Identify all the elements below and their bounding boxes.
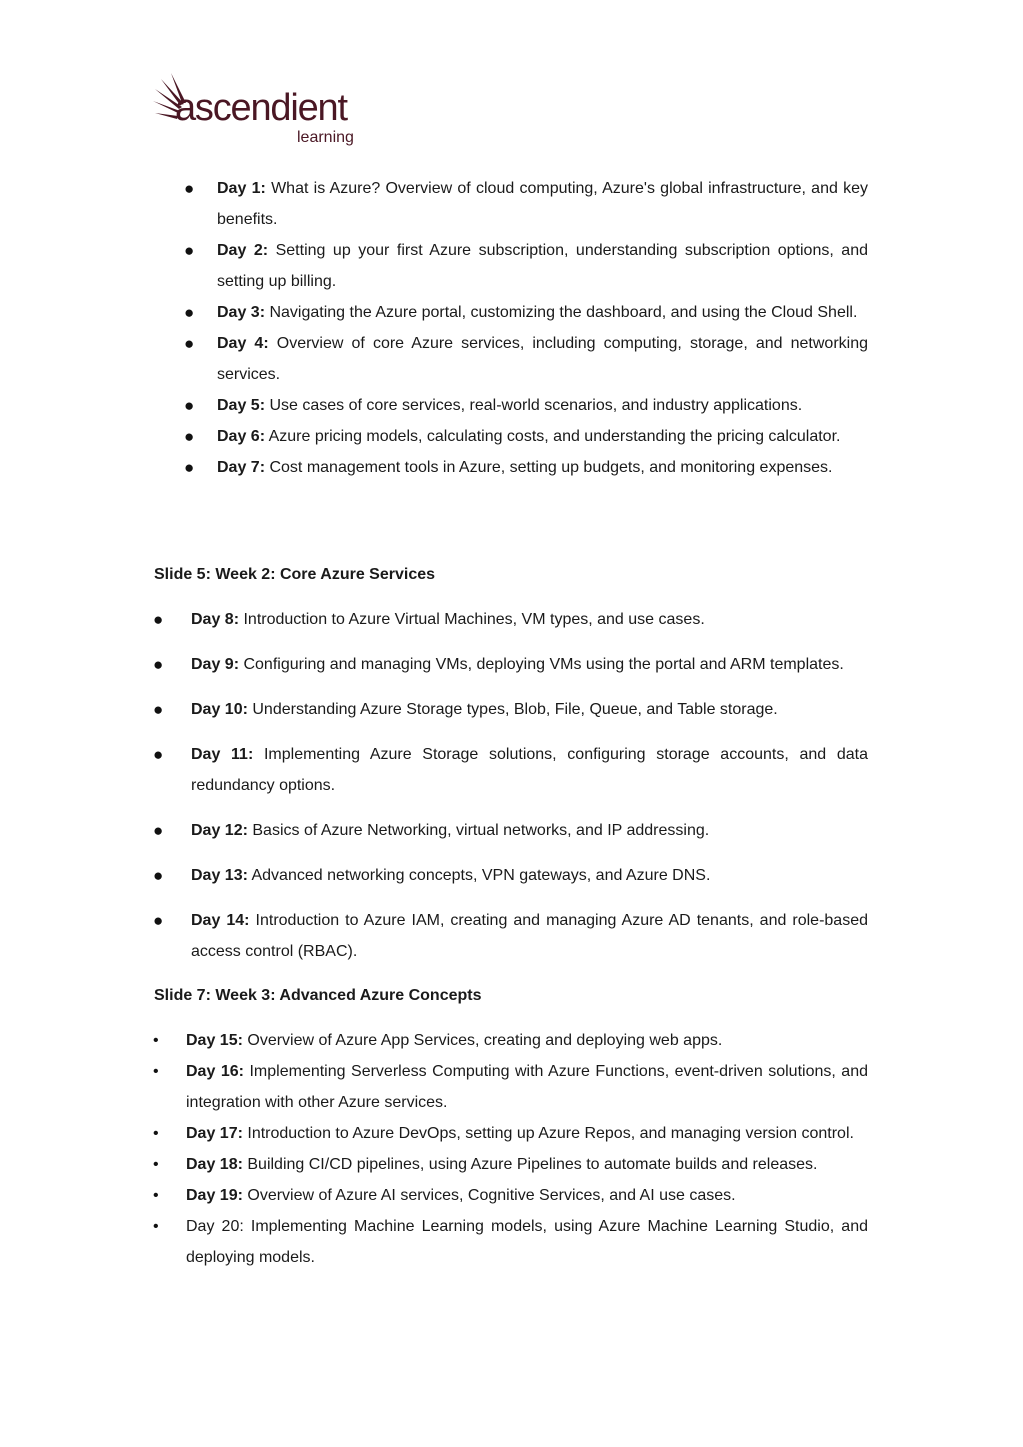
day-description: Implementing Serverless Computing with Azure Functions, event-driven solutions, and integration with other Azure services. bbox=[186, 1063, 868, 1111]
day-description: Understanding Azure Storage types, Blob, File, Queue, and Table storage. bbox=[247, 701, 778, 718]
day-label: Day 10: bbox=[191, 701, 248, 718]
bullet-icon: • bbox=[153, 1125, 159, 1142]
bullet-icon: • bbox=[153, 1218, 159, 1235]
list-item bbox=[184, 235, 868, 297]
bullet-icon: • bbox=[153, 1187, 159, 1204]
company-logo bbox=[153, 71, 358, 153]
day-description: Introduction to Azure Virtual Machines, VM types, and use cases. bbox=[239, 611, 705, 628]
day-description: Overview of Azure App Services, creating and deploying web apps. bbox=[242, 1032, 723, 1049]
day-label: Day 13: bbox=[191, 867, 248, 884]
list-item bbox=[153, 739, 868, 801]
day-label: Day 12: bbox=[191, 822, 248, 839]
day-label: Day 1: bbox=[217, 180, 266, 197]
bullet-icon: ● bbox=[153, 911, 164, 930]
day-description: Setting up your first Azure subscription, understanding subscription options, and setting up billing. bbox=[217, 242, 868, 290]
bullet-icon: • bbox=[153, 1063, 159, 1080]
day-label: Day 19: bbox=[186, 1187, 243, 1204]
bullet-icon: • bbox=[153, 1156, 159, 1173]
list-item bbox=[153, 1211, 868, 1273]
day-description: Advanced networking concepts, VPN gateways, and Azure DNS. bbox=[247, 867, 711, 884]
list-item bbox=[153, 649, 868, 680]
list-item bbox=[184, 297, 868, 328]
section-heading-week2: Slide 5: Week 2: Core Azure Services bbox=[154, 566, 436, 583]
bullet-icon: ● bbox=[184, 458, 195, 477]
day-label: Day 3: bbox=[217, 304, 266, 321]
day-label: Day 11: bbox=[191, 746, 254, 763]
list-item bbox=[184, 452, 868, 483]
list-item bbox=[153, 694, 868, 725]
day-description: Use cases of core services, real-world scenarios, and industry applications. bbox=[265, 397, 803, 414]
bullet-icon: ● bbox=[153, 655, 164, 674]
day-description: Configuring and managing VMs, deploying VMs using the portal and ARM templates. bbox=[239, 656, 844, 673]
bullet-icon: ● bbox=[153, 821, 164, 840]
list-item bbox=[184, 421, 868, 452]
day-description: Overview of core Azure services, including computing, storage, and networking services. bbox=[217, 335, 868, 383]
list-item bbox=[153, 604, 868, 635]
day-description: Overview of Azure AI services, Cognitive Services, and AI use cases. bbox=[242, 1187, 736, 1204]
bullet-icon: ● bbox=[184, 303, 195, 322]
bullet-icon: ● bbox=[153, 700, 164, 719]
list-item bbox=[153, 1056, 868, 1118]
day-label: Day 14: bbox=[191, 912, 250, 929]
day-label: Day 8: bbox=[191, 611, 240, 628]
week3-day-list bbox=[153, 1025, 868, 1273]
bullet-icon: ● bbox=[184, 179, 195, 198]
list-item bbox=[184, 328, 868, 390]
list-item bbox=[184, 173, 869, 235]
day-description: Basics of Azure Networking, virtual networks, and IP addressing. bbox=[247, 822, 710, 839]
list-item bbox=[153, 1118, 868, 1149]
bullet-icon: • bbox=[153, 1032, 159, 1049]
list-item bbox=[153, 815, 868, 846]
list-item bbox=[184, 390, 868, 421]
day-label: Day 5: bbox=[217, 397, 266, 414]
section-heading-week3: Slide 7: Week 3: Advanced Azure Concepts bbox=[154, 987, 482, 1004]
week1-day-list bbox=[184, 173, 869, 483]
bullet-icon: ● bbox=[153, 866, 164, 885]
day-description: Introduction to Azure IAM, creating and managing Azure AD tenants, and role-based access control (RBAC). bbox=[191, 912, 869, 960]
week2-day-list bbox=[153, 604, 869, 981]
day-description: Cost management tools in Azure, setting up budgets, and monitoring expenses. bbox=[265, 459, 833, 476]
day-description: Navigating the Azure portal, customizing the dashboard, and using the Cloud Shell. bbox=[265, 304, 858, 321]
list-item bbox=[153, 905, 869, 967]
logo-subtitle: learning bbox=[297, 129, 354, 146]
bullet-icon: ● bbox=[184, 241, 195, 260]
list-item bbox=[153, 1180, 868, 1211]
day-label: Day 15: bbox=[186, 1032, 243, 1049]
bullet-icon: ● bbox=[153, 610, 164, 629]
day-label: Day 16: bbox=[186, 1063, 244, 1080]
day-label: Day 17: bbox=[186, 1125, 243, 1142]
logo-wordmark: ascendient bbox=[175, 87, 347, 129]
day-label: Day 7: bbox=[217, 459, 266, 476]
day-description: Introduction to Azure DevOps, setting up Azure Repos, and managing version control. bbox=[242, 1125, 854, 1142]
day-description: What is Azure? Overview of cloud computing, Azure's global infrastructure, and key benefits. bbox=[217, 180, 869, 228]
bullet-icon: ● bbox=[184, 334, 195, 353]
bullet-icon: ● bbox=[153, 745, 164, 764]
day-description: Implementing Azure Storage solutions, configuring storage accounts, and data redundancy options. bbox=[191, 746, 868, 794]
day-label: Day 2: bbox=[217, 242, 269, 259]
day-description: Day 20: Implementing Machine Learning models, using Azure Machine Learning Studio, and deploying models. bbox=[186, 1218, 868, 1266]
day-label: Day 9: bbox=[191, 656, 240, 673]
list-item bbox=[153, 860, 868, 891]
day-label: Day 4: bbox=[217, 335, 269, 352]
list-item bbox=[153, 1025, 868, 1056]
day-label: Day 6: bbox=[217, 428, 266, 445]
day-description: Azure pricing models, calculating costs, and understanding the pricing calculator. bbox=[265, 428, 841, 445]
list-item bbox=[153, 1149, 868, 1180]
day-description: Building CI/CD pipelines, using Azure Pipelines to automate builds and releases. bbox=[242, 1156, 818, 1173]
bullet-icon: ● bbox=[184, 427, 195, 446]
day-label: Day 18: bbox=[186, 1156, 243, 1173]
bullet-icon: ● bbox=[184, 396, 195, 415]
